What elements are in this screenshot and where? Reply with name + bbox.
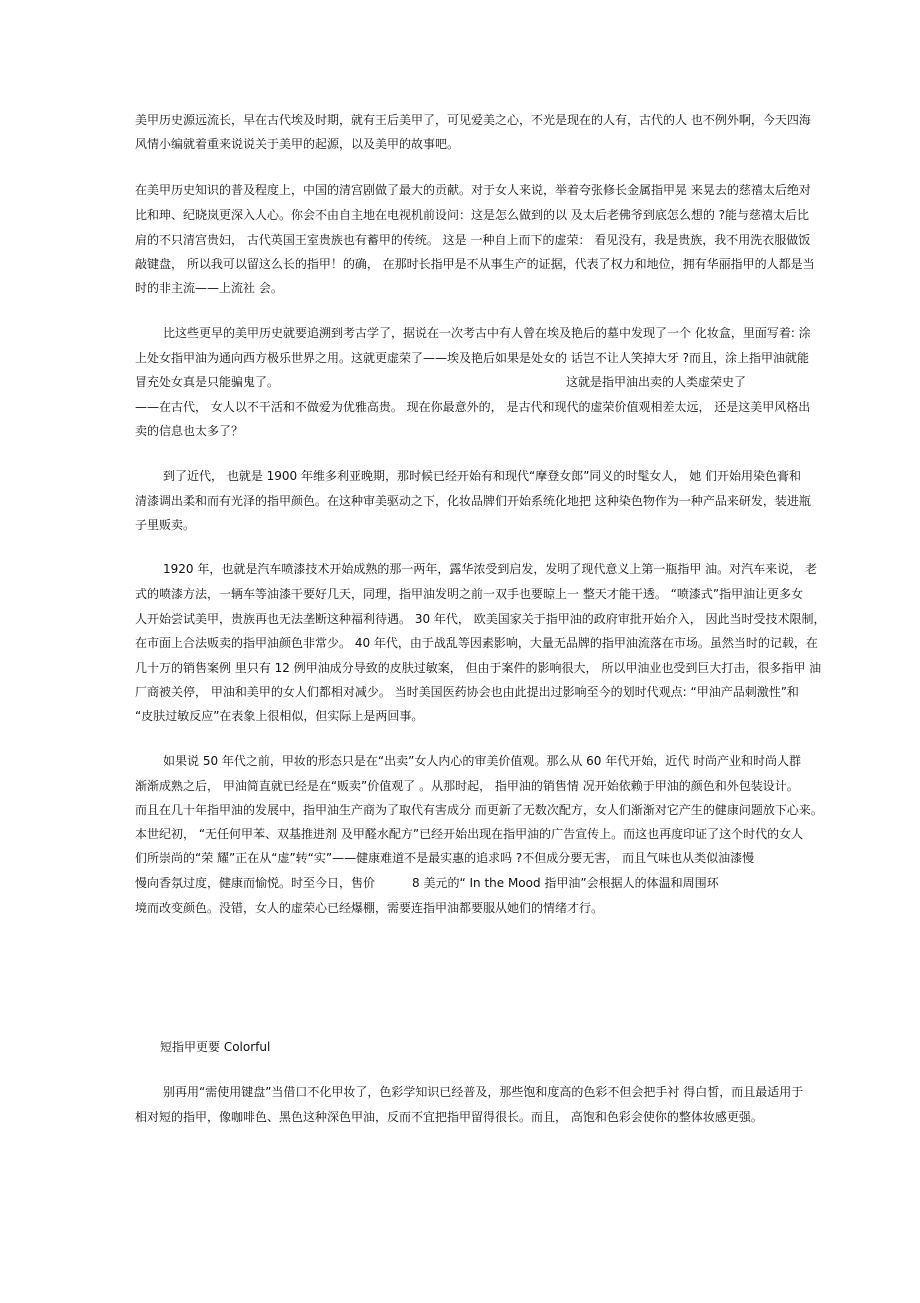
paragraph-6-line-5: 们所崇尚的“荣 耀”正在从“虚”转“实”——健康难道不是最实惠的追求吗 ?不但成分要无害， 而且气味也从类似油漆慢 [135,851,755,865]
paragraph-3-line-3: 冒充处女真是只能骗鬼了。 [135,375,280,389]
paragraph-6-line-7: 境而改变颜色。没错，女人的虚荣心已经爆棚，需要连指甲油都要服从她们的情绪才行。 [135,901,604,915]
paragraph-3-line-1: 比这些更早的美甲历史就要追溯到考古学了，据说在一次考古中有人曾在埃及艳后的墓中发现了一个 化妆盒，里面写着: 涂 [163,326,811,340]
paragraph-6-line-6: 慢向香氛过度，健康而愉悦。时至今日，售价 [135,876,376,890]
paragraph-2-line-2: 比和珅、纪晓岚更深入人心。你会不由自主地在电视机前设问：这是怎么做到的以 及太后老佛爷到底怎么想的 ?能与慈禧太后比 [135,208,810,222]
paragraph-1-line-2: 风情小编就着重来说说关于美甲的起源，以及美甲的故事吧。 [135,137,460,151]
paragraph-6-line-4: 本世纪初， “无任何甲苯、双基推进剂 及甲醛水配方”已经开始出现在指甲油的广告宣传上。而这也再度印证了这个时代的女人 [135,827,804,841]
section-paragraph-line-2: 相对短的指甲，像咖啡色、黑色这种深色甲油，反而不宜把指甲留得很长。而且， 高饱和色彩会使你的整体妆感更强。 [135,1110,763,1124]
paragraph-5-line-7: “皮肤过敏反应”在表象上很相似，但实际上是两回事。 [135,709,424,723]
paragraph-2-line-1: 在美甲历史知识的普及程度上，中国的清宫剧做了最大的贡献。对于女人来说，举着夸张修长金属指甲晃 来晃去的慈禧太后绝对 [135,183,811,197]
paragraph-4-line-3: 子里贩卖。 [135,518,196,532]
paragraph-5-line-3: 人开始尝试美甲，贵族再也无法垄断这种福利待遇。 30 年代， 欧美国家关于指甲油的政府审批开始介入， 因此当时受技术限制， [135,612,826,626]
paragraph-5-line-2: 式的喷漆方法，一辆车等油漆干要好几天，同理，指甲油发明之前一双手也要晾上一 整天才能干透。 “喷漆式”指甲油让更多女 [135,587,804,601]
paragraph-4-line-1: 到了近代， 也就是 1900 年维多利亚晚期，那时候已经开始有和现代“摩登女郎”同义的时髦女人， 她 们开始用染色膏和 [163,469,802,483]
paragraph-3-line-2: 上处女指甲油为通向西方极乐世界之用。这就更虚荣了——埃及艳后如果是处女的 话岂不让人笑掉大牙 ?而且，涂上指甲油就能 [135,351,810,365]
paragraph-6-line-3: 而且在几十年指甲油的发展中，指甲油生产商为了取代有害成分 而更新了无数次配方，女人们渐渐对它产生的健康问题放下心来。 [135,803,823,817]
section-heading: 短指甲更要 Colorful [160,1040,271,1054]
paragraph-5-line-4: 在市面上合法贩卖的指甲油颜色非常少。 40 年代，由于战乱等因素影响，大量无品牌的指甲油流落在市场。虽然当时的记载，在 [135,636,818,650]
paragraph-6-line-1: 如果说 50 年代之前，甲妆的形态只是在“出卖”女人内心的审美价值观。那么从 60 年代开始，近代 时尚产业和时尚人群 [163,754,802,768]
paragraph-6-line-2: 渐渐成熟之后， 甲油简直就已经是在“贩卖”价值观了 。从那时起， 指甲油的销售情 况开始依赖于甲油的颜色和外包装设计。 [135,779,799,793]
section-paragraph-line-1: 别再用“需使用键盘”当借口不化甲妆了，色彩学知识已经普及，那些饱和度高的色彩不但会把手衬 得白皙，而且最适用于 [163,1085,804,1099]
paragraph-3-line-3b: 这就是指甲油出卖的人类虚荣史了 [566,375,747,389]
paragraph-6-line-6b: 8 美元的“ In the Mood 指甲油”会根据人的体温和周围环 [412,876,719,890]
paragraph-1-line-1: 美甲历史源远流长，早在古代埃及时期，就有王后美甲了，可见爱美之心，不光是现在的人有，古代的人 也不例外啊，今天四海 [135,113,811,127]
paragraph-3-line-5: 卖的信息也太多了？ [135,424,244,438]
paragraph-5-line-5: 几十万的销售案例 里只有 12 例甲油成分导致的皮肤过敏案， 但由于案件的影响很大， 所以甲油业也受到巨大打击，很多指甲 油 [135,661,822,675]
paragraph-5-line-6: 厂商被关停， 甲油和美甲的女人们都相对减少。 当时美国医药协会也由此提出过影响至今的划时代观点: “甲油产品刺激性”和 [135,685,799,699]
paragraph-2-line-5: 时的非主流——上流社 会。 [135,281,283,295]
paragraph-2-line-4: 敲键盘， 所以我可以留这么长的指甲！的确， 在那时长指甲是不从事生产的证据，代表了权力和地位，拥有华丽指甲的人都是当 [135,257,815,271]
paragraph-2-line-3: 肩的不只清宫贵妇， 古代英国王室贵族也有蓄甲的传统。 这是 一种自上而下的虚荣： 看见没有，我是贵族，我不用洗衣服做饭 [135,233,811,247]
paragraph-3-line-4: ——在古代， 女人以不干活和不做爱为优雅高贵。 现在你最意外的， 是古代和现代的虚荣价值观相差太远， 还是这美甲风格出 [135,400,811,414]
paragraph-4-line-2: 清漆调出柔和而有光泽的指甲颜色。在这种审美驱动之下，化妆品牌们开始系统化地把 这种染色物作为一种产品来研发，装进瓶 [135,494,811,508]
paragraph-5-line-1: 1920 年，也就是汽车喷漆技术开始成熟的那一两年，露华浓受到启发，发明了现代意义上第一瓶指甲 油。对汽车来说， 老 [163,562,817,576]
